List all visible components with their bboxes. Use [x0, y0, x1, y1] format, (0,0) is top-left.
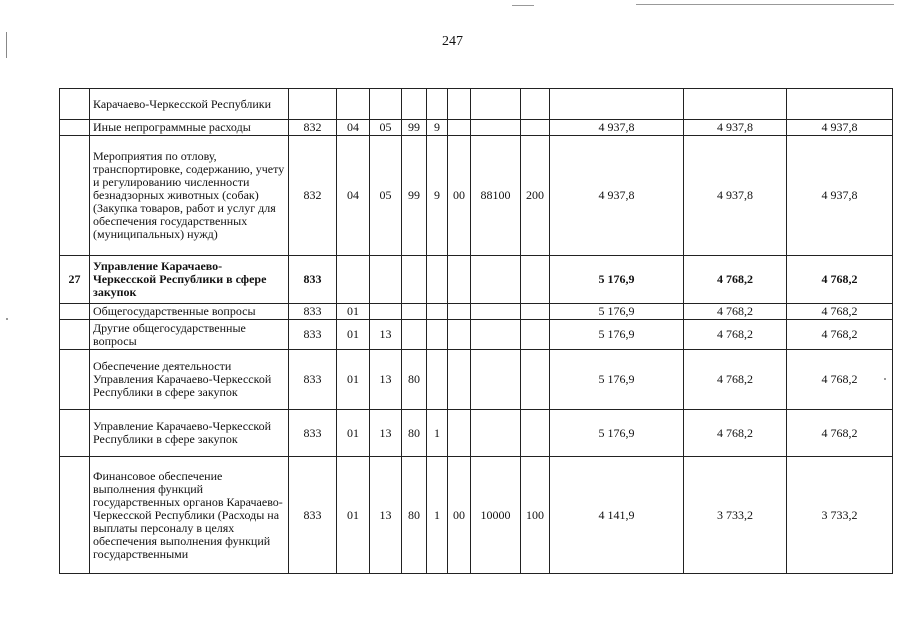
cell-section-code: 01 [337, 410, 370, 457]
cell-subsection-code [370, 89, 402, 120]
cell-expense-type-code: 200 [521, 136, 550, 256]
cell-row-number [60, 120, 90, 136]
cell-program-code [402, 256, 427, 304]
cell-item-code [471, 89, 521, 120]
cell-expense-type-code [521, 320, 550, 350]
cell-row-number [60, 89, 90, 120]
cell-subprogram-code: 1 [427, 457, 448, 574]
cell-name: Управление Карачаево-Черкесской Республики в сфере закупок [90, 256, 289, 304]
cell-subsection-code: 13 [370, 457, 402, 574]
cell-row-number [60, 136, 90, 256]
cell-item-code [471, 304, 521, 320]
cell-subprogram-code [427, 320, 448, 350]
cell-program-code: 80 [402, 350, 427, 410]
table-row [60, 350, 893, 410]
cell-section-code [337, 89, 370, 120]
cell-sum-year-1: 4 937,8 [550, 136, 684, 256]
cell-ministry-code: 833 [289, 457, 337, 574]
cell-expense-type-code [521, 120, 550, 136]
cell-sum-year-2: 4 937,8 [684, 136, 787, 256]
cell-sum-year-2: 4 768,2 [684, 410, 787, 457]
cell-sum-year-3: 4 768,2 [787, 350, 893, 410]
cell-subprogram-code [427, 304, 448, 320]
cell-name: Обеспечение деятельности Управления Карачаево-Черкесской Республики в сфере закупок [90, 350, 289, 410]
cell-section-code [337, 256, 370, 304]
cell-sum-year-1: 5 176,9 [550, 320, 684, 350]
cell-sum-year-1: 5 176,9 [550, 410, 684, 457]
scan-artifact-dot [6, 318, 8, 320]
cell-ministry-code: 833 [289, 256, 337, 304]
cell-direction-code [448, 320, 471, 350]
cell-sum-year-3: 4 768,2 [787, 256, 893, 304]
cell-ministry-code: 832 [289, 136, 337, 256]
cell-sum-year-1: 5 176,9 [550, 256, 684, 304]
table-row [60, 136, 893, 256]
cell-direction-code [448, 350, 471, 410]
cell-subsection-code: 13 [370, 320, 402, 350]
cell-subprogram-code: 9 [427, 136, 448, 256]
cell-subsection-code: 05 [370, 120, 402, 136]
cell-item-code [471, 256, 521, 304]
cell-subprogram-code [427, 89, 448, 120]
cell-name: Управление Карачаево-Черкесской Республики в сфере закупок [90, 410, 289, 457]
cell-program-code: 80 [402, 457, 427, 574]
cell-program-code [402, 89, 427, 120]
table-row [60, 120, 893, 136]
cell-program-code: 80 [402, 410, 427, 457]
cell-expense-type-code [521, 304, 550, 320]
cell-direction-code [448, 256, 471, 304]
cell-subsection-code: 13 [370, 350, 402, 410]
cell-name: Финансовое обеспечение выполнения функций государственных органов Карачаево-Черкесской Республики (Расходы на выплаты персоналу в целях обеспечения выполнения функций государственными [90, 457, 289, 574]
cell-section-code: 01 [337, 304, 370, 320]
scan-artifact-line [512, 5, 534, 6]
cell-row-number [60, 304, 90, 320]
cell-row-number [60, 320, 90, 350]
table-row [60, 256, 893, 304]
cell-direction-code: 00 [448, 457, 471, 574]
table-row [60, 457, 893, 574]
cell-subsection-code: 05 [370, 136, 402, 256]
cell-expense-type-code [521, 410, 550, 457]
cell-sum-year-1: 4 937,8 [550, 120, 684, 136]
budget-table [59, 88, 893, 574]
cell-item-code [471, 350, 521, 410]
cell-sum-year-3: 4 768,2 [787, 304, 893, 320]
table-row [60, 89, 893, 120]
cell-section-code: 04 [337, 136, 370, 256]
cell-ministry-code: 833 [289, 410, 337, 457]
cell-item-code [471, 410, 521, 457]
cell-subprogram-code [427, 350, 448, 410]
cell-ministry-code: 833 [289, 320, 337, 350]
cell-section-code: 01 [337, 350, 370, 410]
cell-expense-type-code [521, 350, 550, 410]
table-row [60, 304, 893, 320]
cell-row-number [60, 410, 90, 457]
table-row [60, 320, 893, 350]
cell-direction-code [448, 89, 471, 120]
cell-program-code [402, 320, 427, 350]
cell-ministry-code: 832 [289, 120, 337, 136]
cell-sum-year-3: 4 768,2 [787, 320, 893, 350]
cell-sum-year-2: 4 768,2 [684, 320, 787, 350]
cell-name: Другие общегосударственные вопросы [90, 320, 289, 350]
table-row [60, 410, 893, 457]
cell-sum-year-1: 5 176,9 [550, 350, 684, 410]
cell-sum-year-2: 4 937,8 [684, 120, 787, 136]
cell-sum-year-1: 4 141,9 [550, 457, 684, 574]
cell-ministry-code: 833 [289, 350, 337, 410]
cell-direction-code [448, 120, 471, 136]
cell-sum-year-3: 4 937,8 [787, 136, 893, 256]
cell-sum-year-1: 5 176,9 [550, 304, 684, 320]
cell-subprogram-code [427, 256, 448, 304]
cell-expense-type-code: 100 [521, 457, 550, 574]
cell-item-code [471, 320, 521, 350]
cell-subsection-code: 13 [370, 410, 402, 457]
cell-sum-year-2 [684, 89, 787, 120]
cell-subprogram-code: 1 [427, 410, 448, 457]
page-number: 247 [442, 34, 463, 49]
cell-expense-type-code [521, 89, 550, 120]
cell-direction-code [448, 410, 471, 457]
cell-ministry-code: 833 [289, 304, 337, 320]
cell-expense-type-code [521, 256, 550, 304]
cell-row-number [60, 350, 90, 410]
cell-sum-year-2: 4 768,2 [684, 304, 787, 320]
cell-sum-year-1 [550, 89, 684, 120]
cell-row-number [60, 457, 90, 574]
cell-subsection-code [370, 256, 402, 304]
cell-sum-year-2: 4 768,2 [684, 256, 787, 304]
cell-subprogram-code: 9 [427, 120, 448, 136]
cell-sum-year-3: 4 768,2 [787, 410, 893, 457]
cell-item-code [471, 120, 521, 136]
cell-sum-year-3: 3 733,2 [787, 457, 893, 574]
cell-sum-year-2: 3 733,2 [684, 457, 787, 574]
cell-name: Мероприятия по отлову, транспортировке, содержанию, учету и регулированию численности безнадзорных животных (собак) (Закупка товаров, работ и услуг для обеспечения государственных (муниципальных) нужд) [90, 136, 289, 256]
cell-sum-year-3: 4 937,8 [787, 120, 893, 136]
cell-program-code: 99 [402, 136, 427, 256]
cell-ministry-code [289, 89, 337, 120]
cell-program-code [402, 304, 427, 320]
cell-name: Общегосударственные вопросы [90, 304, 289, 320]
cell-item-code: 88100 [471, 136, 521, 256]
cell-name: Иные непрограммные расходы [90, 120, 289, 136]
scan-artifact-line [636, 4, 894, 5]
cell-name: Карачаево-Черкесской Республики [90, 89, 289, 120]
cell-item-code: 10000 [471, 457, 521, 574]
cell-program-code: 99 [402, 120, 427, 136]
cell-direction-code: 00 [448, 136, 471, 256]
cell-sum-year-2: 4 768,2 [684, 350, 787, 410]
cell-section-code: 01 [337, 457, 370, 574]
cell-row-number: 27 [60, 256, 90, 304]
cell-direction-code [448, 304, 471, 320]
cell-subsection-code [370, 304, 402, 320]
cell-sum-year-3 [787, 89, 893, 120]
cell-section-code: 04 [337, 120, 370, 136]
cell-section-code: 01 [337, 320, 370, 350]
